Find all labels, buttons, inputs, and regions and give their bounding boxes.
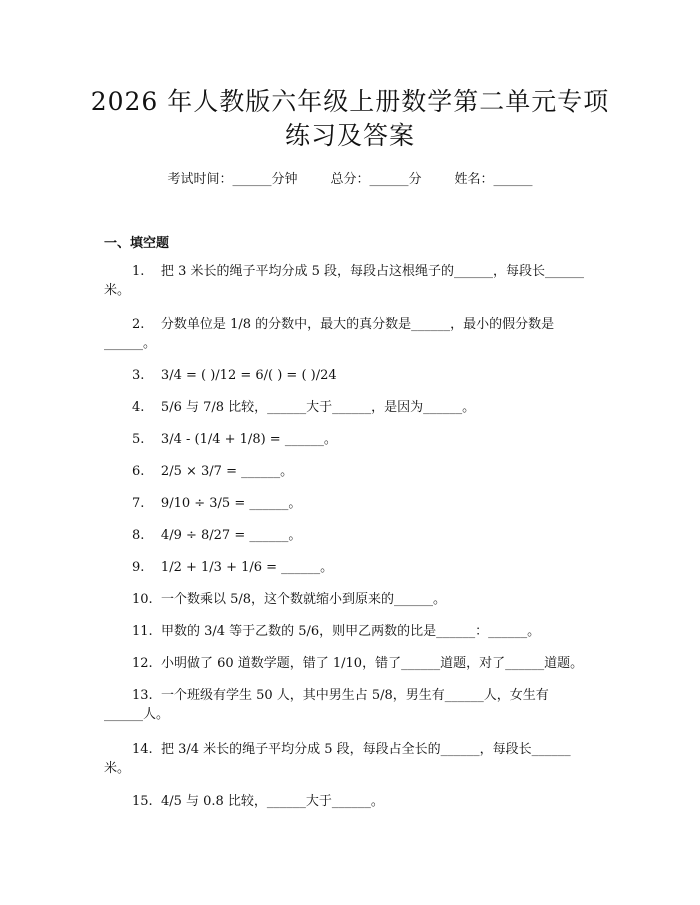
question-text: 4. 5/6 与 7/8 比较，______大于______，是因为______。 [132,400,476,415]
question-item [104,262,600,300]
page-title-line2: 练习及答案 [284,121,415,150]
question-item [104,558,600,577]
question-item [104,792,600,811]
question-text: 5. 3/4 - (1/4 + 1/8) = ______。 [132,432,337,447]
question-item [104,430,600,449]
question-text: 10. 一个数乘以 5/8，这个数就缩小到原来的______。 [132,592,446,607]
question-text: 13. 一个班级有学生 50 人，其中男生占 5/8，男生有______人，女生有 [132,688,549,703]
question-item [104,686,600,724]
question-text: 12. 小明做了 60 道数学题，错了 1/10，错了______道题，对了______道题。 [132,656,584,671]
page-title-line1: 2026 年人教版六年级上册数学第二单元专项 [90,87,610,116]
question-text: 7. 9/10 ÷ 3/5 = ______。 [132,496,302,511]
question-item [104,740,600,778]
question-text: 11. 甲数的 3/4 等于乙数的 5/6，则甲乙两数的比是______：______。 [132,624,541,639]
question-item [104,398,600,417]
question-item [104,590,600,609]
question-text-continued: 米。 [104,283,131,298]
question-item [104,622,600,641]
question-item [104,494,600,513]
question-text-continued: ______。 [104,336,157,351]
question-item [104,526,600,545]
question-text: 15. 4/5 与 0.8 比较，______大于______。 [132,794,384,809]
question-item [104,366,600,385]
question-item [104,462,600,481]
question-text: 3. 3/4 = ( )/12 = 6/( ) = ( )/24 [132,368,337,383]
question-text: 8. 4/9 ÷ 8/27 = ______。 [132,528,302,543]
question-item [104,315,600,353]
question-text: 1. 把 3 米长的绳子平均分成 5 段，每段占这根绳子的______，每段长______ [132,264,585,279]
exam-meta-line: 考试时间：______分钟 总分：______分 姓名：______ [167,172,533,187]
question-text: 2. 分数单位是 1/8 的分数中，最大的真分数是______，最小的假分数是 [132,317,555,332]
question-text-continued: ______人。 [104,707,170,722]
question-text: 6. 2/5 × 3/7 = ______。 [132,464,294,479]
question-item [104,654,600,673]
question-text-continued: 米。 [104,761,131,776]
question-text: 14. 把 3/4 米长的绳子平均分成 5 段，每段占全长的______，每段长______ [132,742,571,757]
section-heading: 一、填空题 [104,236,170,251]
question-text: 9. 1/2 + 1/3 + 1/6 = ______。 [132,560,334,575]
